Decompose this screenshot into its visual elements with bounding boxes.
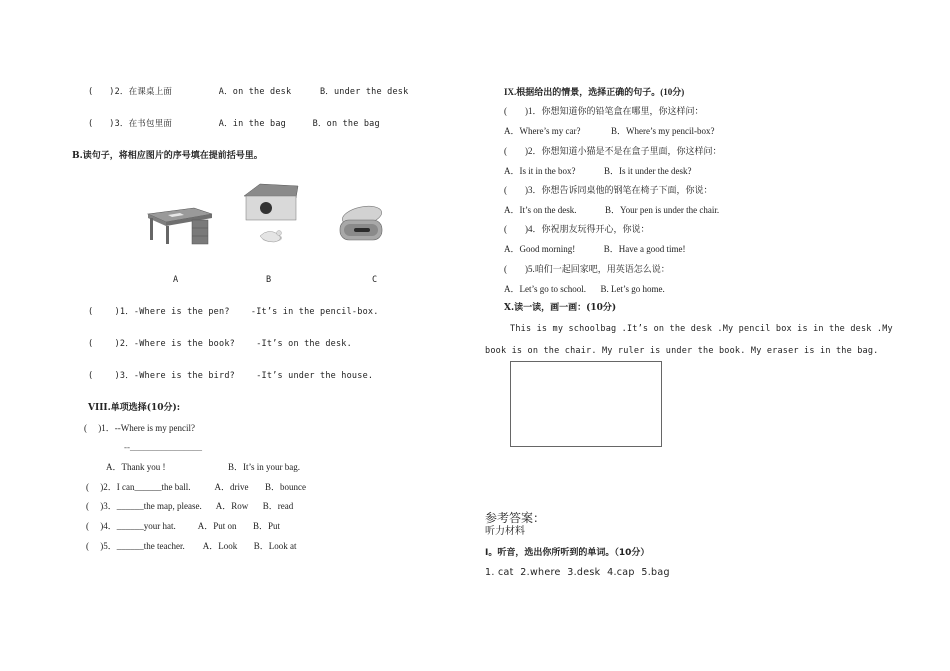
drawing-box[interactable] bbox=[510, 361, 662, 447]
mc4-option-b: B．Put bbox=[253, 521, 281, 531]
s4-option-b: B．Have a good time! bbox=[603, 244, 686, 254]
answers-section-1: Ⅰ。听音，选出你所听到的单词。（10分） bbox=[485, 548, 650, 558]
mc2-question: ( )2．I can______the ball. bbox=[86, 482, 191, 492]
mc3-option-b: B．read bbox=[262, 501, 294, 511]
s2-options bbox=[504, 165, 691, 177]
picture-label-a: A bbox=[173, 275, 179, 285]
q2-option-b: B．under the desk bbox=[319, 87, 409, 97]
mc1-option-a: A．Thank you ! bbox=[106, 462, 166, 472]
mc5-option-b: B．Look at bbox=[253, 541, 297, 551]
answers-word-list: 1. cat 2.where 3.desk 4.cap 5.bag bbox=[485, 567, 670, 578]
listening-material-label: 听力材料 bbox=[485, 526, 525, 537]
mc1-options bbox=[106, 461, 300, 473]
mc1-option-b: B．It’s in your bag. bbox=[228, 462, 300, 472]
s3-options bbox=[504, 204, 719, 216]
q3-prompt bbox=[88, 118, 380, 130]
q2-text: ( )2．在课桌上面 bbox=[88, 87, 173, 97]
desk-picture bbox=[144, 204, 214, 246]
mc2-option-b: B．bounce bbox=[265, 482, 306, 492]
read-sentence-3: ( )3．-Where is the bird? -It’s under the house. bbox=[88, 371, 374, 381]
s4-options bbox=[504, 243, 685, 255]
s1-option-b: B．Where’s my pencil-box? bbox=[610, 126, 715, 136]
mc2-row bbox=[86, 481, 306, 493]
mc4-question: ( )4．______your hat. bbox=[86, 521, 176, 531]
pencil-box-picture bbox=[336, 202, 386, 248]
mc1-question: ( )1．--Where is my pencil? bbox=[84, 423, 195, 433]
section-8-heading: VIII.单项选择(10分): bbox=[88, 403, 181, 413]
mc5-option-a: A．Look bbox=[202, 541, 238, 551]
section-b-heading: B.读句子，将相应图片的序号填在提前括号里。 bbox=[72, 151, 263, 161]
read-sentence-2: ( )2．-Where is the book? -It’s on the desk. bbox=[88, 339, 352, 349]
s3-question: ( )3．你想告诉同桌他的钢笔在椅子下面，你说： bbox=[504, 185, 713, 195]
s1-question: ( )1．你想知道你的铅笔盒在哪里，你这样问： bbox=[504, 106, 704, 116]
mc3-question: ( )3．______the map, please. bbox=[86, 501, 202, 511]
section-10-heading: X.读一读，画一画：(10分) bbox=[504, 303, 617, 313]
section-9-heading: IX.根据给出的情景，选择正确的句子。(10分) bbox=[504, 87, 685, 97]
s4-option-a: A．Good morning! bbox=[504, 244, 576, 254]
s5-question: ( )5.咱们一起回家吧，用英语怎么说： bbox=[504, 264, 670, 274]
s2-option-b: B．Is it under the desk? bbox=[604, 166, 692, 176]
s4-question: ( )4．你祝朋友玩得开心，你说： bbox=[504, 224, 650, 234]
mc1-blank: --________________ bbox=[124, 442, 202, 452]
s2-question: ( )2．你想知道小猫是不是在盒子里面，你这样问： bbox=[504, 146, 722, 156]
q3-text: ( )3．在书包里面 bbox=[88, 119, 173, 129]
mc3-row bbox=[86, 500, 293, 512]
s3-option-a: A．It’s on the desk. bbox=[504, 205, 577, 215]
read-sentence-1: ( )1．-Where is the pen? -It’s in the pencil-box. bbox=[88, 307, 379, 317]
s1-option-a: A．Where’s my car? bbox=[504, 126, 581, 136]
q3-option-a: A．in the bag bbox=[218, 119, 286, 129]
mc4-row bbox=[86, 520, 280, 532]
mc4-option-a: A．Put on bbox=[197, 521, 237, 531]
passage-line-1: This is my schoolbag .It’s on the desk .My pencil box is in the desk .My bbox=[510, 324, 893, 334]
birdhouse-picture bbox=[240, 182, 302, 248]
mc5-row bbox=[86, 540, 297, 552]
mc2-option-a: A．drive bbox=[214, 482, 249, 492]
passage-line-2: book is on the chair. My ruler is under the book. My eraser is in the bag. bbox=[485, 346, 879, 356]
s1-options bbox=[504, 125, 714, 137]
q3-option-b: B．on the bag bbox=[312, 119, 380, 129]
s3-option-b: B．Your pen is under the chair. bbox=[605, 205, 720, 215]
s2-option-a: A．Is it in the box? bbox=[504, 166, 576, 176]
answers-title: 参考答案： bbox=[485, 511, 546, 525]
picture-label-b: B bbox=[266, 275, 272, 285]
picture-label-c: C bbox=[372, 275, 378, 285]
mc3-option-a: A．Row bbox=[215, 501, 249, 511]
s5-option-b: B. Let’s go home. bbox=[600, 284, 665, 294]
s5-option-a: A．Let’s go to school. bbox=[504, 284, 586, 294]
mc5-question: ( )5．______the teacher. bbox=[86, 541, 185, 551]
s5-options bbox=[504, 283, 665, 295]
q2-option-a: A．on the desk bbox=[218, 87, 292, 97]
q2-prompt bbox=[88, 86, 408, 98]
